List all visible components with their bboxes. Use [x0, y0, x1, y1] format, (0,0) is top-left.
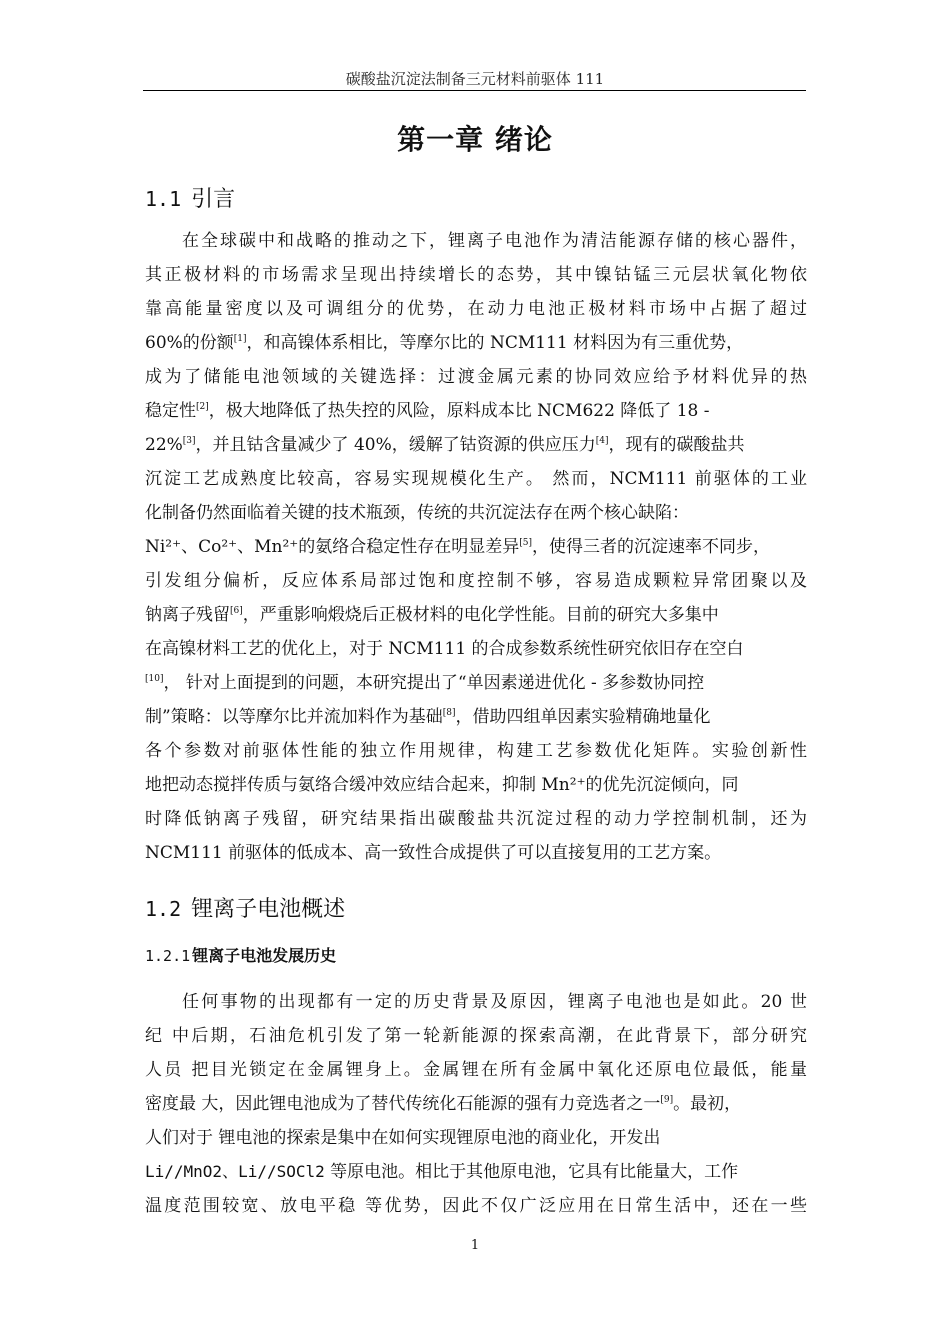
citation-ref: [1] — [233, 334, 247, 344]
text-run: Li//MnO2、Li//SOCl2 — [145, 1162, 325, 1181]
citation-ref: [3] — [182, 436, 196, 446]
subsection-title: 锂离子电池发展历史 — [192, 946, 337, 965]
text-run: ，和高镍体系相比，等摩尔比的 NCM111 材料因为有三重优势， — [246, 333, 744, 353]
paragraph-line: 各个参数对前驱体性能的独立作用规律，构建工艺参数优化矩阵。实验创新性 — [145, 741, 807, 761]
paragraph-line — [145, 598, 807, 632]
text-run: ，严重影响煅烧后正极材料的电化学性能。目前的研究大多集中 — [242, 605, 719, 625]
section-heading-intro — [145, 182, 235, 213]
paragraph-line: 引发组分偏析，反应体系局部过饱和度控制不够，容易造成颗粒异常团聚以及 — [145, 571, 807, 591]
section-number: 1.1 — [145, 187, 182, 211]
running-header: 碳酸盐沉淀法制备三元材料前驱体 111 — [345, 70, 605, 88]
text-run: ，使得三者的沉淀速率不同步， — [532, 537, 771, 557]
paragraph-line: 化制备仍然面临着关键的技术瓶颈，传统的共沉淀法存在两个核心缺陷： — [145, 503, 689, 523]
paragraph-line — [145, 394, 807, 428]
paragraph-line: 人们对于 锂电池的探索是集中在如何实现锂原电池的商业化，开发出 — [145, 1128, 661, 1148]
paragraph-line: 靠高能量密度以及可调组分的优势，在动力电池正极材料市场中占据了超过 — [145, 299, 807, 319]
page-number: 1 — [470, 1238, 480, 1253]
text-run: 制”策略：以等摩尔比并流加料作为基础 — [145, 707, 443, 727]
paragraph-line: NCM111 前驱体的低成本、高一致性合成提供了可以直接复用的工艺方案。 — [145, 843, 722, 863]
paragraph-line — [145, 666, 807, 700]
paragraph-line — [145, 700, 807, 734]
citation-ref: [10] — [145, 674, 164, 684]
citation-ref: [2] — [196, 402, 209, 412]
citation-ref: [4] — [595, 436, 609, 446]
text-run: 钠离子残留 — [145, 605, 230, 625]
text-run: 60%的份额 — [145, 333, 234, 353]
citation-ref: [6] — [230, 606, 243, 616]
citation-ref: [9] — [660, 1095, 674, 1105]
chapter-title: 第一章 绪论 — [397, 123, 553, 156]
paragraph-line: 成为了储能电池领域的关键选择：过渡金属元素的协同效应给予材料优异的热 — [145, 367, 807, 387]
paragraph-line — [145, 326, 807, 360]
paragraph-line: 在高镍材料工艺的优化上，对于 NCM111 的合成参数系统性研究依旧存在空白 — [145, 639, 744, 659]
paragraph-line: 时降低钠离子残留，研究结果指出碳酸盐共沉淀过程的动力学控制机制，还为 — [145, 809, 807, 829]
paragraph-line: 人员 把目光锁定在金属锂身上。金属锂在所有金属中氧化还原电位最低，能量 — [145, 1060, 807, 1080]
citation-ref: [5] — [519, 538, 533, 548]
section-heading-overview — [145, 892, 345, 923]
paragraph-line: 温度范围较宽、放电平稳 等优势，因此不仅广泛应用在日常生活中，还在一些 — [145, 1196, 807, 1216]
paragraph-line — [145, 530, 807, 564]
text-run: 22% — [145, 435, 183, 455]
text-run: ， 针对上面提到的问题，本研究提出了“单因素递进优化 - 多参数协同控 — [163, 673, 705, 693]
paragraph-line — [145, 428, 807, 462]
header-rule — [143, 90, 806, 91]
paragraph-line: 地把动态搅拌传质与氨络合缓冲效应结合起来，抑制 Mn²⁺的优先沉淀倾向，同 — [145, 775, 739, 795]
section-title: 引言 — [191, 187, 236, 212]
text-run: Ni²⁺、Co²⁺、Mn²⁺的氨络合稳定性存在明显差异 — [145, 537, 520, 557]
text-run: 密度最 大，因此锂电池成为了替代传统化石能源的强有力竞选者之一 — [145, 1094, 661, 1114]
paragraph-line: 其正极材料的市场需求呈现出持续增长的态势，其中镍钴锰三元层状氧化物依 — [145, 265, 807, 285]
paragraph-line: 沉淀工艺成熟度比较高，容易实现规模化生产。 然而，NCM111 前驱体的工业 — [145, 469, 807, 489]
text-run: ，并且钴含量减少了 40%，缓解了钴资源的供应压力 — [195, 435, 596, 455]
subsection-number: 1.2.1 — [145, 947, 191, 965]
paragraph-line — [145, 1155, 807, 1189]
paragraph-line: 在全球碳中和战略的推动之下，锂离子电池作为清洁能源存储的核心器件， — [182, 231, 807, 251]
text-run: 稳定性 — [145, 401, 196, 421]
paragraph-line — [145, 1087, 807, 1121]
text-run: 。最初， — [673, 1094, 742, 1114]
subsection-heading — [145, 943, 336, 966]
text-run: 等原电池。相比于其他原电池，它具有比能量大，工作 — [324, 1162, 739, 1182]
paragraph-line: 任何事物的出现都有一定的历史背景及原因，锂离子电池也是如此。20 世 — [182, 992, 807, 1012]
section-number: 1.2 — [145, 897, 182, 921]
paragraph-line: 纪 中后期，石油危机引发了第一轮新能源的探索高潮，在此背景下，部分研究 — [145, 1026, 807, 1046]
section-title: 锂离子电池概述 — [191, 897, 346, 922]
text-run: ，现有的碳酸盐共 — [608, 435, 745, 455]
text-run: ，极大地降低了热失控的风险，原料成本比 NCM622 降低了 18 - — [208, 401, 710, 421]
text-run: ，借助四组单因素实验精确地量化 — [455, 707, 711, 727]
citation-ref: [8] — [442, 708, 456, 718]
